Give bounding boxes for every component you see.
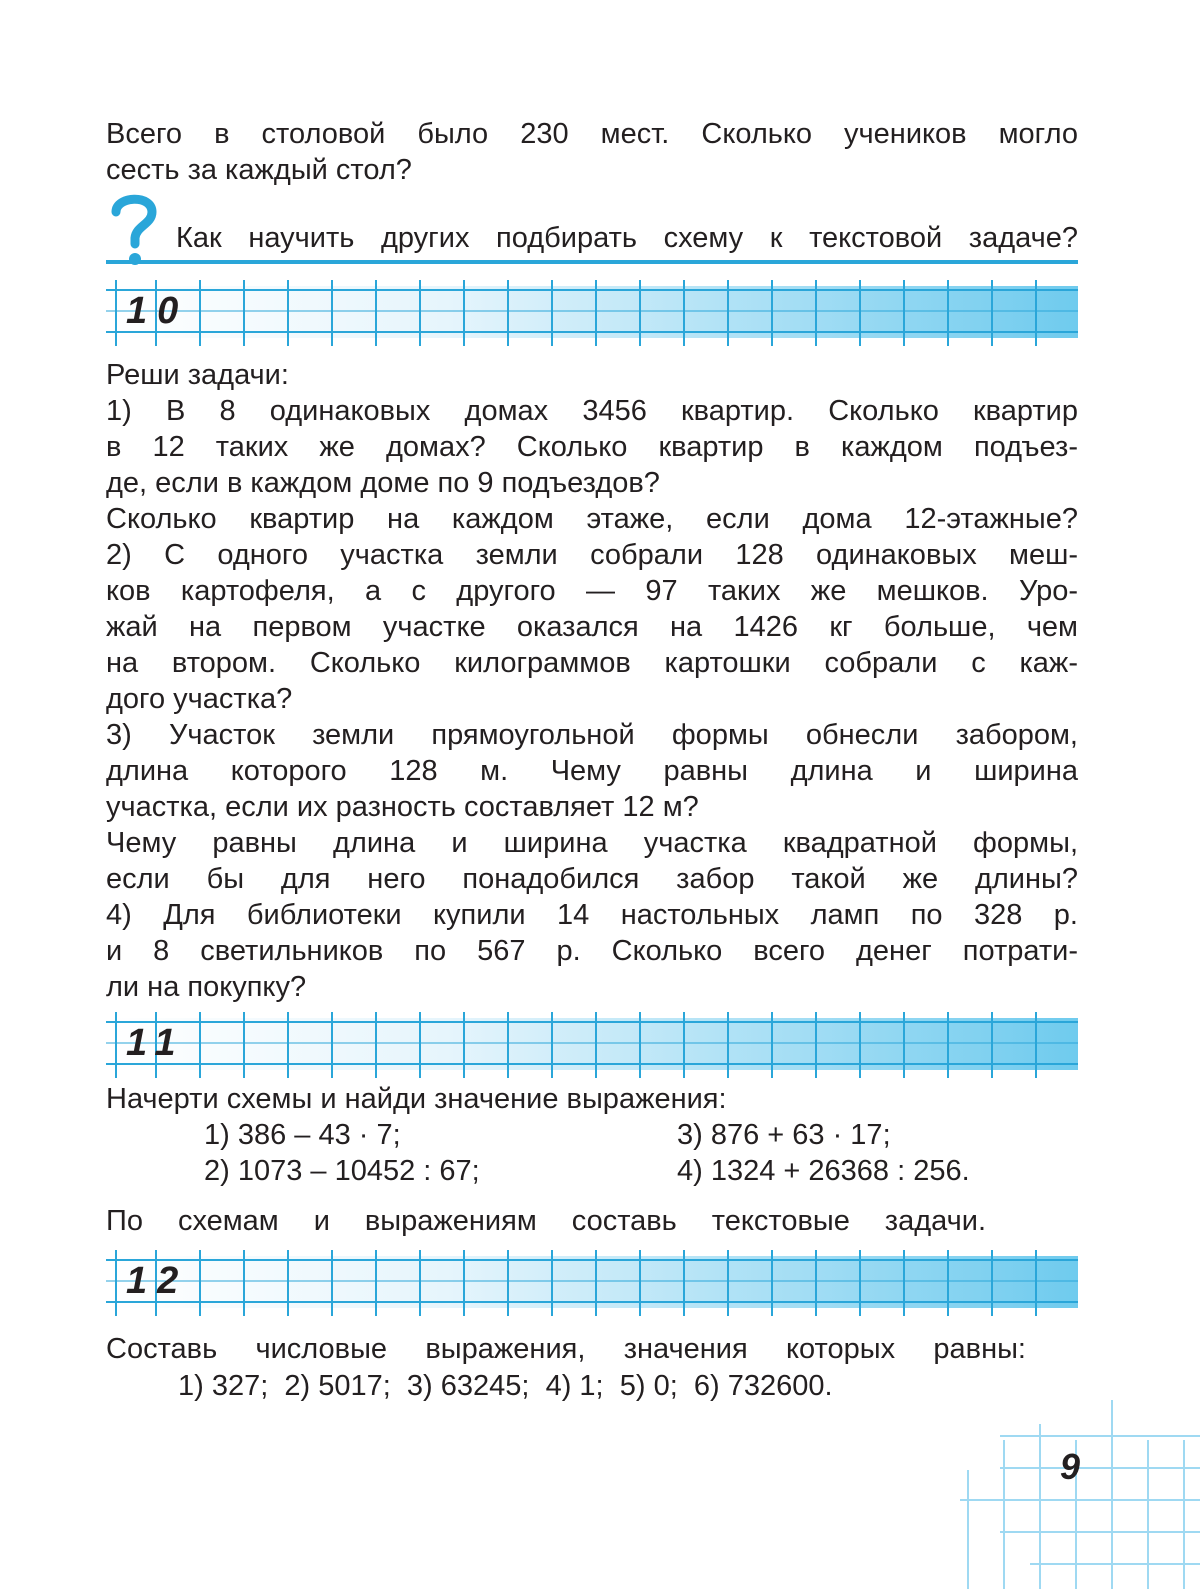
task-10-line: если бы для него понадобился забор такой же длины? (106, 863, 1078, 895)
question-prompt-text: Как научить других подбирать схему к текстовой задаче? (176, 222, 1078, 254)
task-11-heading: Начерти схемы и найди значение выражения: (106, 1083, 727, 1115)
task-10-line: в 12 таких же домах? Сколько квартир в каждом подъез- (106, 431, 1078, 463)
task-10-line: дого участка? (106, 683, 293, 715)
task-10-line: и 8 светильников по 567 р. Сколько всего денег потрати- (106, 935, 1078, 967)
intro-line-2: сесть за каждый стол? (106, 154, 412, 186)
task-12-values: 1) 327; 2) 5017; 3) 63245; 4) 1; 5) 0; 6) 732600. (178, 1370, 833, 1402)
corner-grid-decoration (960, 1400, 1200, 1589)
task-10-line: участка, если их разность составляет 12 м? (106, 791, 699, 823)
question-mark-icon (106, 190, 162, 270)
task-10-line: де, если в каждом доме по 9 подъездов? (106, 467, 660, 499)
task-10-line: на втором. Сколько килограммов картошки собрали с каж- (106, 647, 1078, 679)
page-number: 9 (1060, 1446, 1081, 1487)
task-11-expr-2: 2) 1073 – 10452 : 67; (204, 1155, 480, 1187)
task-10-line: 1) В 8 одинаковых домах 3456 квартир. Сколько квартир (106, 395, 1078, 427)
task-11-expr-4: 4) 1324 + 26368 : 256. (677, 1155, 970, 1187)
task-10-line: ли на покупку? (106, 971, 307, 1003)
task-10-number: 10 (126, 290, 189, 332)
task-10-line: 2) С одного участка земли собрали 128 одинаковых меш- (106, 539, 1078, 571)
task-10-line: 3) Участок земли прямоугольной формы обнесли забором, (106, 719, 1078, 751)
task-10-heading: Реши задачи: (106, 359, 289, 391)
task-12-heading: Составь числовые выражения, значения которых равны: (106, 1333, 1026, 1365)
task-10-line: 4) Для библиотеки купили 14 настольных ламп по 328 р. (106, 899, 1078, 931)
task-11-expr-3: 3) 876 + 63 · 17; (677, 1119, 891, 1151)
task-10-line: Сколько квартир на каждом этаже, если дома 12-этажные? (106, 503, 1078, 535)
task-11-number: 11 (126, 1022, 186, 1064)
task-11-expr-1: 1) 386 – 43 · 7; (204, 1119, 401, 1151)
task-12-header (106, 1250, 1078, 1316)
task-10-line: жай на первом участке оказался на 1426 кг больше, чем (106, 611, 1078, 643)
question-divider (106, 260, 1078, 264)
intro-line-1: Всего в столовой было 230 мест. Сколько учеников могло (106, 118, 1078, 150)
task-10-line: длина которого 128 м. Чему равны длина и ширина (106, 755, 1078, 787)
task-10-line: Чему равны длина и ширина участка квадратной формы, (106, 827, 1078, 859)
task-10-header (106, 280, 1078, 346)
task-11-header (106, 1012, 1078, 1078)
task-12-number: 12 (126, 1260, 189, 1302)
task-11-footer: По схемам и выражениям составь текстовые задачи. (106, 1205, 986, 1237)
task-10-line: ков картофеля, а с другого — 97 таких же мешков. Уро- (106, 575, 1078, 607)
